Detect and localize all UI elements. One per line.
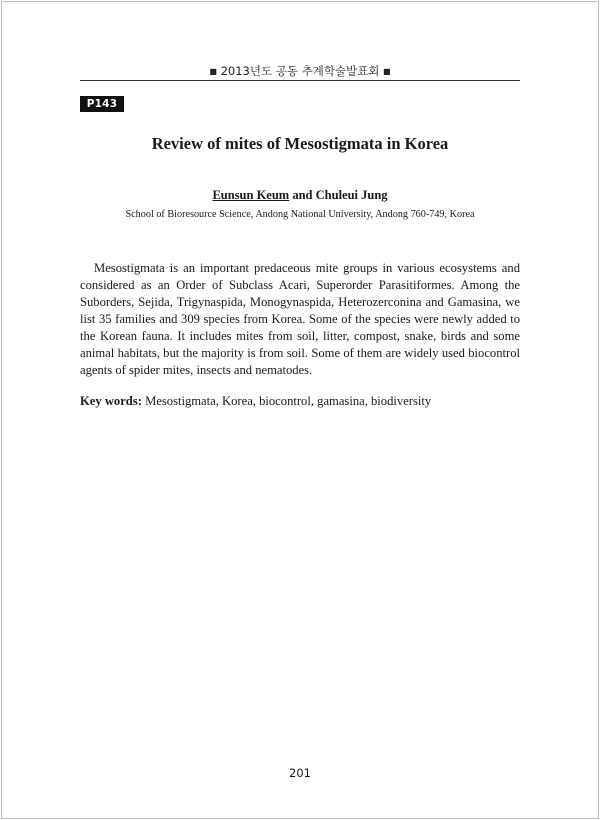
page-border <box>1 1 599 819</box>
affiliation: School of Bioresource Science, Andong National University, Andong 760-749, Korea <box>125 209 475 220</box>
abstract-body: Mesostigmata is an important predaceous mite groups in various ecosystems and considered as an Order of Subclass Acari, Superorder Parasitiformes. Among the Suborders, Sejida, Trigynaspida, Monogynaspida, Heterozerconina and Gamasina, we list 35 families and 309 species from Korea. Some of the species were newly added to the Korean fauna. It includes mites from soil, litter, compost, snake, birds and some animal habitats, but the majority is from soil. Some of them are widely used biocontrol agents of spider mites, insects and nematodes. <box>80 261 520 377</box>
co-author: Chuleui Jung <box>315 188 388 202</box>
keywords <box>80 393 520 410</box>
header-text: 2013년도 공동 추계학술발표회 <box>220 64 380 78</box>
poster-id-badge: P143 <box>80 96 124 112</box>
keywords-text: Mesostigmata, Korea, biocontrol, gamasina, biodiversity <box>145 394 432 408</box>
paper-title: Review of mites of Mesostigmata in Korea <box>151 134 449 153</box>
presenting-author: Eunsun Keum <box>212 188 290 202</box>
author-line <box>80 188 520 203</box>
header-bullet-right: ■ <box>383 67 391 76</box>
keywords-label: Key words: <box>80 394 142 408</box>
header-bullet-left: ■ <box>209 67 217 76</box>
running-header <box>80 63 520 79</box>
header-rule <box>80 80 520 81</box>
author-joiner: and <box>292 188 313 202</box>
page-number: 201 <box>289 766 311 780</box>
